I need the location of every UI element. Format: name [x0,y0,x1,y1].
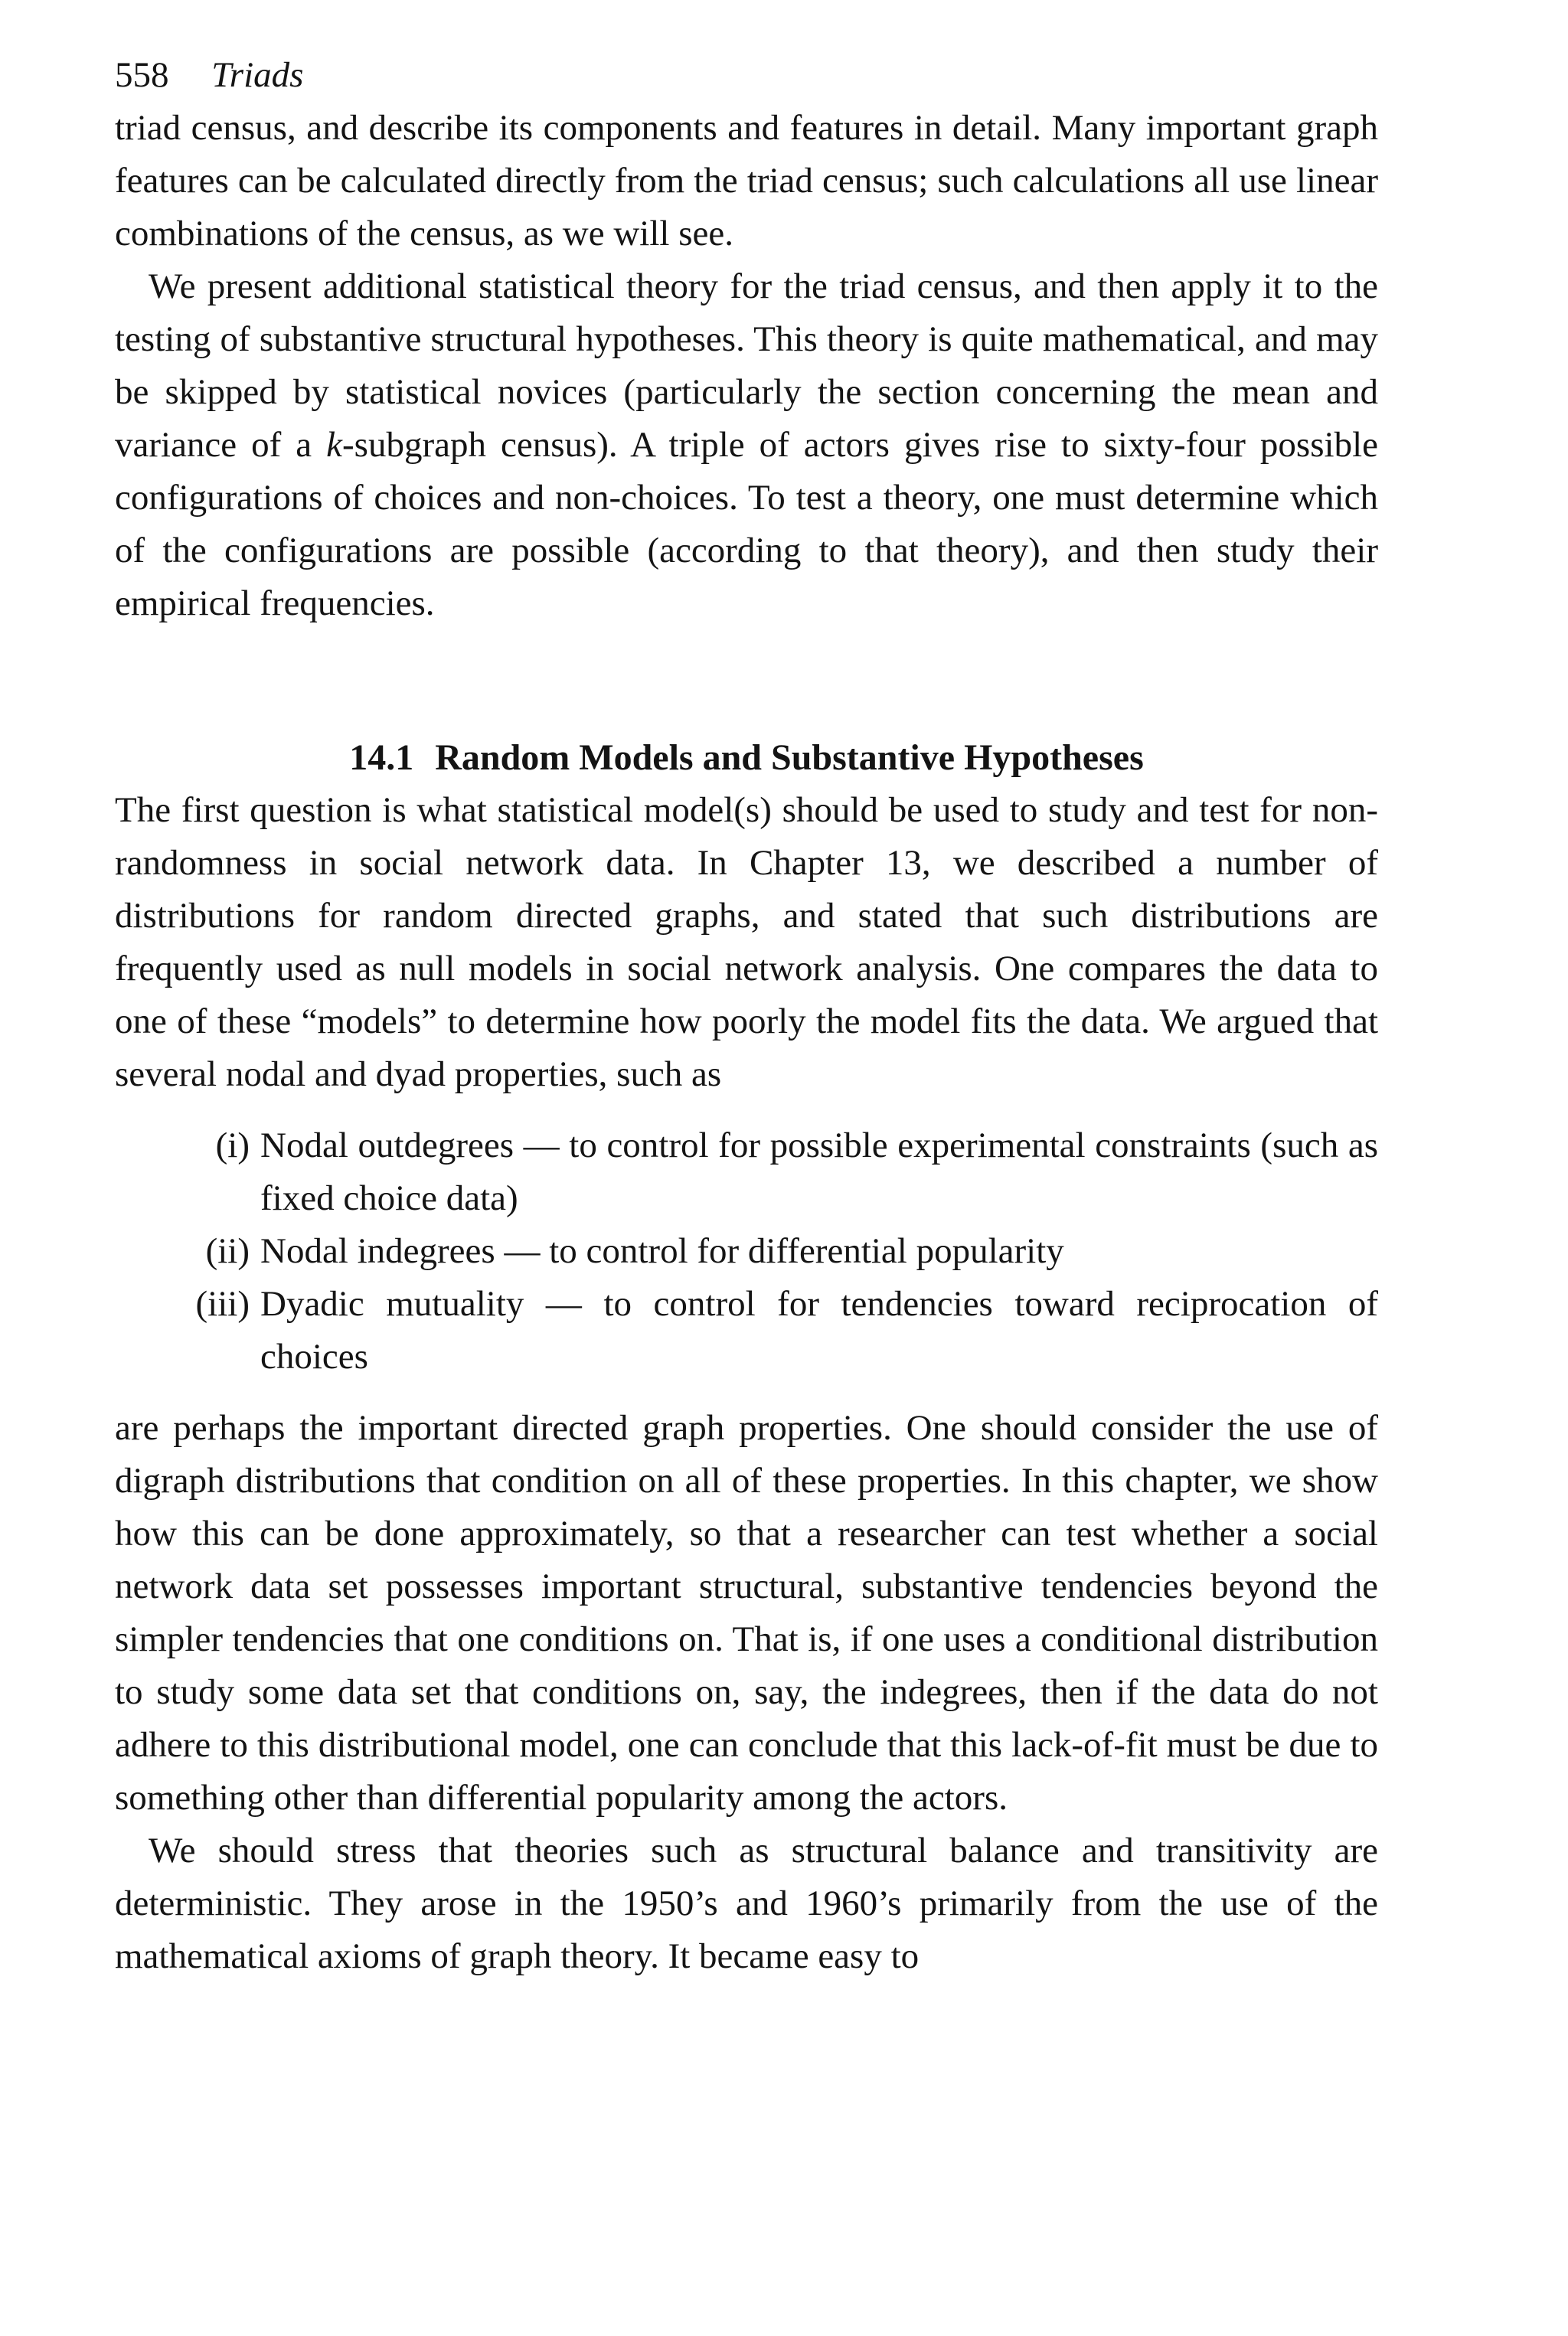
intro-paragraph-continued: triad census, and describe its components and features in detail. Many important graph features can be calculated directly from the triad census; such calculations all use linear combinations of the census, as we will see. [115,108,1378,253]
list-item-text: Nodal outdegrees — to control for possible experimental constraints (such as fixed choice data) [260,1126,1378,1218]
section-paragraph-2: are perhaps the important directed graph properties. One should consider the use of digraph distributions that condition on all of these properties. In this chapter, we show how this can be done approximately, so that a researcher can test whether a social network data set possesses important structural, substantive tendencies beyond the simpler tendencies that one conditions on. That is, if one uses a conditional distribution to study some data set that conditions on, say, the indegrees, then if the data do not adhere to this distributional model, one can conclude that this lack-of-fit must be due to something other than differential popularity among the actors. [115,1408,1378,1818]
property-list [115,1119,1378,1384]
section-number: 14.1 [349,737,414,778]
list-item-text: Nodal indegrees — to control for differential popularity [260,1231,1064,1271]
section-paragraph-1: The first question is what statistical model(s) should be used to study and test for non-randomness in social network data. In Chapter 13, we described a number of distributions for random directed graphs, and stated that such distributions are frequently used as null models in social network analysis. One compares the data to one of these “models” to determine how poorly the model fits the data. We argued that several nodal and dyad properties, such as [115,790,1378,1094]
list-item [115,1278,1378,1384]
list-item [115,1225,1378,1278]
page-number: 558 [115,55,169,95]
intro-text-after-k: -subgraph census). A triple of actors gives rise to sixty-four possible configurations of choices and non-choices. To test a theory, one must determine which of the configurations are possible (according to that theory), and then study their empirical frequencies. [115,425,1378,623]
intro-text-before-k: We present additional statistical theory for the triad census, and then apply it to the testing of substantive structural hypotheses. This theory is quite mathematical, and may be skipped by statistical novices (particularly the section concerning the mean and variance of a [115,266,1378,465]
section-title: Random Models and Substantive Hypotheses [435,737,1144,778]
list-item [115,1119,1378,1225]
k-variable: k [326,425,343,465]
running-title: Triads [211,55,304,95]
list-item-label: (iii) [195,1284,250,1324]
running-head [115,49,1378,102]
intro-paragraph-theory [115,260,1378,630]
section-paragraph-3: We should stress that theories such as structural balance and transitivity are deterministic. They arose in the 1950’s and 1960’s primarily from the use of the mathematical axioms of graph theory. It became easy to [115,1831,1378,1976]
section-heading [115,731,1378,784]
book-page [115,49,1378,1983]
list-item-label: (i) [215,1126,250,1165]
list-item-label: (ii) [205,1231,250,1271]
list-item-text: Dyadic mutuality — to control for tendencies toward reciprocation of choices [260,1284,1378,1377]
